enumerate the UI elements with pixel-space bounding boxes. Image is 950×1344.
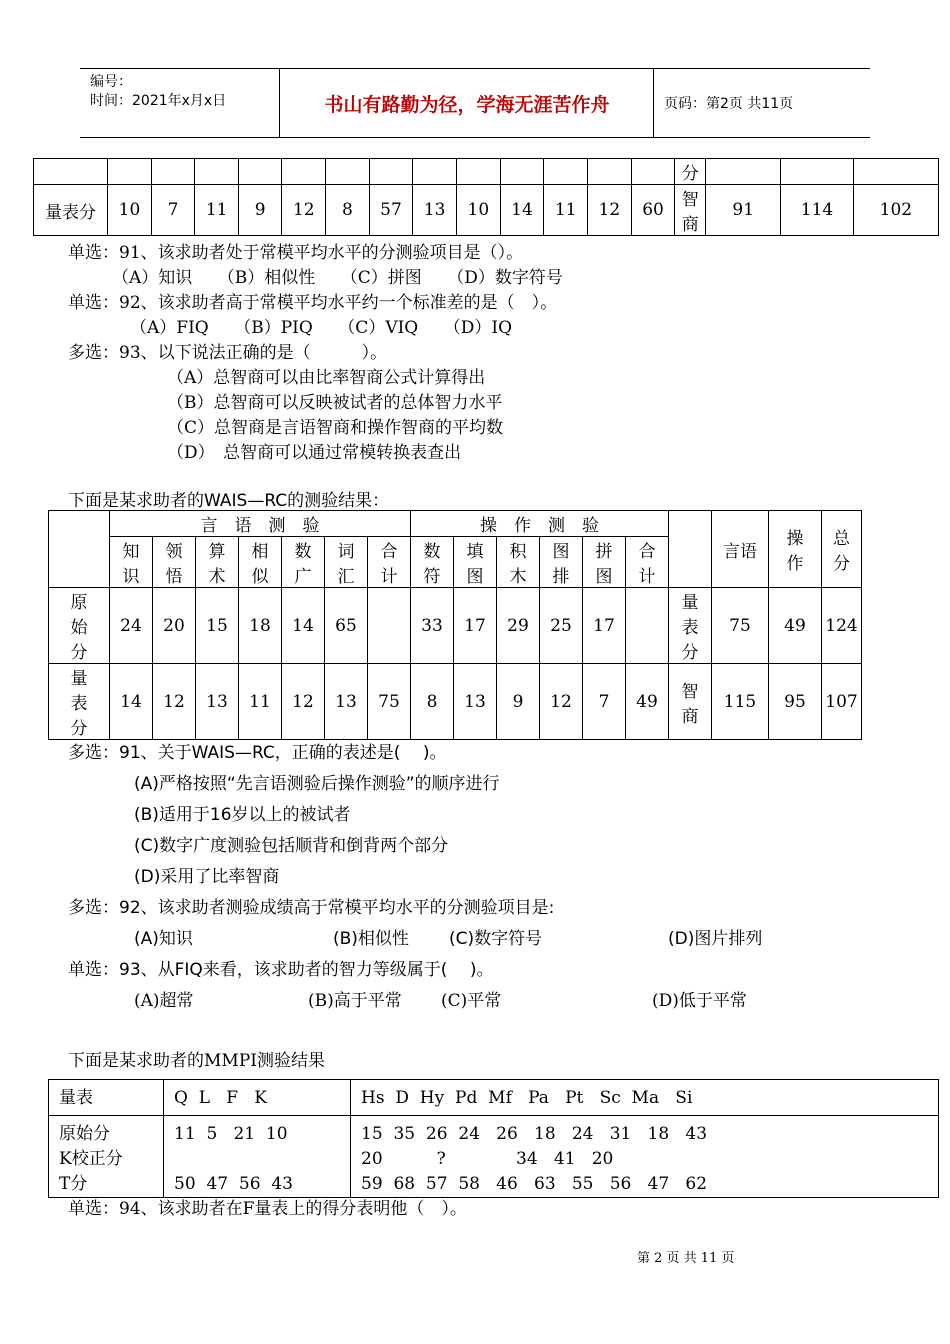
scaled-score-cell: 14: [110, 664, 153, 740]
iq-score-cell: 114: [781, 185, 853, 236]
raw-score-cell: [368, 588, 411, 664]
scaled-total-cell: 124: [822, 588, 862, 664]
row-label: 量表分: [34, 185, 108, 236]
scaled-score-cell: 12: [540, 664, 583, 740]
scale-score-cell: 8: [326, 185, 370, 236]
scale-score-cell: 7: [151, 185, 195, 236]
subtest-header: 图 排: [540, 537, 583, 588]
scaled-score-cell: 49: [626, 664, 669, 740]
scale-score-cell: 10: [108, 185, 152, 236]
wais-q91-option-c: (C)数字广度测验包括顺背和倒背两个部分: [134, 836, 449, 856]
iq-score-cell: 91: [706, 185, 781, 236]
question-93-multi: 多选：93、以下说法正确的是（ ）。: [68, 343, 388, 363]
performance-tests-header: 操 作 测 验: [411, 511, 669, 537]
wais-q92-option-a: (A)知识: [134, 929, 193, 949]
raw-score-label: 原 始 分: [49, 588, 110, 664]
number-label: 编号：: [90, 74, 132, 90]
question-91-single: 单选：91、该求助者处于常模平均水平的分测验项目是（）。: [68, 243, 524, 263]
scaled-score-cell: 13: [454, 664, 497, 740]
raw-score-cell: 65: [325, 588, 368, 664]
wais-intro: 下面是某求助者的WAIS—RC的测验结果：: [68, 491, 390, 511]
question-93-option-d: （D） 总智商可以通过常模转换表查出: [167, 443, 462, 463]
subtest-header: 填 图: [454, 537, 497, 588]
scaled-score-cell: 8: [411, 664, 454, 740]
wais-q91-option-b: (B)适用于16岁以上的被试者: [134, 805, 351, 825]
scaled-score-cell: 9: [497, 664, 540, 740]
raw-score-cell: 14: [282, 588, 325, 664]
mmpi-table: [48, 1079, 939, 1198]
wais-q93-option-c: (C)平常: [441, 991, 502, 1011]
header-page-info: 页码：第2页 共11页: [664, 96, 794, 112]
raw-score-cell: 20: [153, 588, 196, 664]
scale-score-cell: 12: [588, 185, 632, 236]
wais-question-93: 单选：93、从FIQ来看，该求助者的智力等级属于( )。: [68, 960, 494, 980]
subtest-header: 领 悟: [153, 537, 196, 588]
subtest-header: 数 广: [282, 537, 325, 588]
iq-label-cell: 智 商: [669, 664, 712, 740]
col-verbal-iq: 言语: [712, 511, 769, 588]
subtest-header: 算 术: [196, 537, 239, 588]
subtest-header: 合 计: [368, 537, 411, 588]
scale-score-cell: 57: [369, 185, 413, 236]
time-label: 时间：2021年x月x日: [90, 93, 227, 109]
question-92-single: 单选：92、该求助者高于常模平均水平约一个标准差的是（ ）。: [68, 293, 558, 313]
wais-q93-option-d: (D)低于平常: [652, 991, 747, 1011]
wais-q93-option-b: (B)高于平常: [308, 991, 402, 1011]
question-94-single: 单选：94、该求助者在F量表上的得分表明他（ ）。: [68, 1199, 467, 1219]
wais-q93-option-a: (A)超常: [134, 991, 194, 1011]
iq-label-cell: 智 商: [675, 185, 706, 236]
raw-score-cell: 25: [540, 588, 583, 664]
header-meta: [80, 69, 280, 137]
scale-score-cell: 13: [413, 185, 457, 236]
raw-score-cell: 15: [196, 588, 239, 664]
wais-q92-option-b: (B)相似性: [333, 929, 409, 949]
question-93-option-c: （C）总智商是言语智商和操作智商的平均数: [167, 418, 504, 438]
header-motto: 书山有路勤为径，学海无涯苦作舟: [281, 69, 654, 137]
iq-score-cell: 95: [769, 664, 822, 740]
wais-q92-option-d: (D)图片排列: [668, 929, 763, 949]
scale-score-cell: 11: [544, 185, 588, 236]
mmpi-intro: 下面是某求助者的MMPI测验结果: [68, 1051, 325, 1071]
scaled-score-cell: 13: [325, 664, 368, 740]
page-header: [80, 68, 870, 138]
question-93-option-b: （B）总智商可以反映被试者的总体智力水平: [167, 393, 503, 413]
subtest-header: 词 汇: [325, 537, 368, 588]
subtest-header: 合 计: [626, 537, 669, 588]
scale-score-table: [33, 158, 939, 236]
scaled-score-label-cell: 量 表 分: [669, 588, 712, 664]
iq-score-cell: 107: [822, 664, 862, 740]
question-92-options: （A）FIQ （B）PIQ （C）VIQ （D）IQ: [130, 318, 513, 338]
scale-score-cell: 14: [500, 185, 544, 236]
subtest-header: 相 似: [239, 537, 282, 588]
raw-score-cell: 17: [583, 588, 626, 664]
wais-rc-table: [48, 510, 862, 740]
scaled-score-cell: 11: [239, 664, 282, 740]
subtest-header: 知 识: [110, 537, 153, 588]
raw-score-cell: 24: [110, 588, 153, 664]
scaled-total-cell: 75: [712, 588, 769, 664]
wais-question-92: 多选：92、该求助者测验成绩高于常模平均水平的分测验项目是:: [68, 898, 555, 918]
col-full-iq: 总 分: [822, 511, 862, 588]
wais-q92-option-c: (C)数字符号: [449, 929, 543, 949]
question-93-option-a: （A）总智商可以由比率智商公式计算得出: [167, 368, 486, 388]
wais-q91-option-a: (A)严格按照“先言语测验后操作测验”的顺序进行: [134, 774, 500, 794]
scaled-score-label: 量 表 分: [49, 664, 110, 740]
iq-score-cell: 102: [853, 185, 938, 236]
table1-top-cell: 分: [675, 159, 706, 185]
question-91-options: （A）知识 （B）相似性 （C）拼图 （D）数字符号: [112, 268, 563, 288]
subtest-header: 积 木: [497, 537, 540, 588]
raw-score-cell: 18: [239, 588, 282, 664]
subtest-header: 拼 图: [583, 537, 626, 588]
mmpi-clinical-scores: 15 35 26 24 26 18 24 31 18 43 20 ? 34 41 20 59 68 57 58 46 63 55 56 47 62: [351, 1116, 939, 1198]
scaled-score-cell: 75: [368, 664, 411, 740]
scale-score-cell: 10: [456, 185, 500, 236]
scaled-score-cell: 12: [282, 664, 325, 740]
scale-score-cell: 12: [282, 185, 326, 236]
raw-score-cell: 33: [411, 588, 454, 664]
mmpi-header-validity: Q L F K: [164, 1080, 351, 1116]
iq-score-cell: 115: [712, 664, 769, 740]
page-footer: 第 2 页 共 11 页: [637, 1251, 735, 1266]
scale-score-cell: 60: [631, 185, 675, 236]
scaled-total-cell: 49: [769, 588, 822, 664]
scaled-score-cell: 7: [583, 664, 626, 740]
mmpi-row-labels: 原始分 K校正分 T分: [49, 1116, 164, 1198]
raw-score-cell: 17: [454, 588, 497, 664]
scaled-score-cell: 12: [153, 664, 196, 740]
wais-q91-option-d: (D)采用了比率智商: [134, 867, 280, 887]
mmpi-header-scale: 量表: [49, 1080, 164, 1116]
col-performance-iq: 操 作: [769, 511, 822, 588]
verbal-tests-header: 言 语 测 验: [110, 511, 411, 537]
mmpi-header-clinical: Hs D Hy Pd Mf Pa Pt Sc Ma Si: [351, 1080, 939, 1116]
scaled-score-cell: 13: [196, 664, 239, 740]
scale-score-cell: 11: [195, 185, 239, 236]
subtest-header: 数 符: [411, 537, 454, 588]
raw-score-cell: [626, 588, 669, 664]
scale-score-cell: 9: [238, 185, 282, 236]
mmpi-validity-scores: 11 5 21 10 50 47 56 43: [164, 1116, 351, 1198]
raw-score-cell: 29: [497, 588, 540, 664]
wais-question-91: 多选：91、关于WAIS—RC，正确的表述是( )。: [68, 743, 447, 763]
